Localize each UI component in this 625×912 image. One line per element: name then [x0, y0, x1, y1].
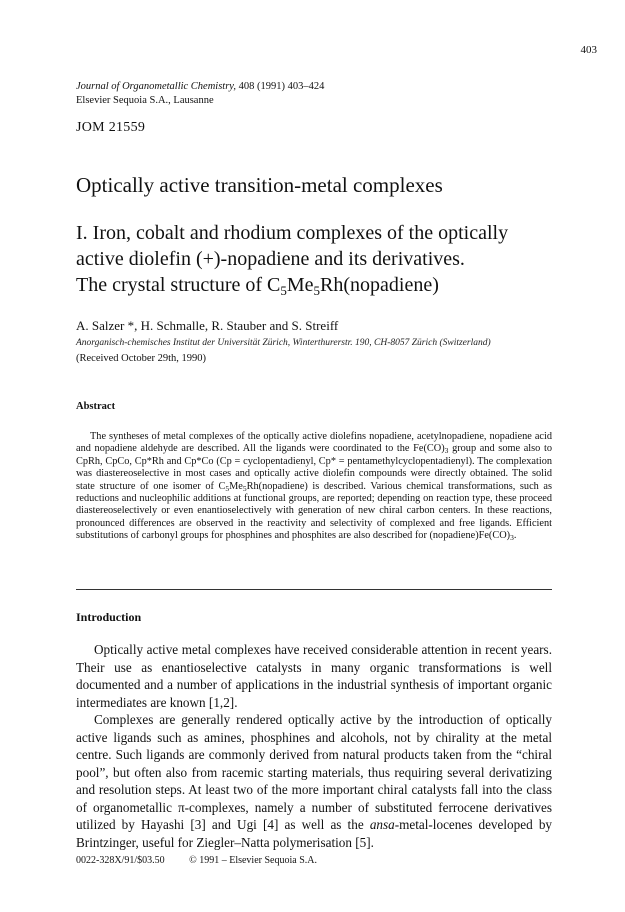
subtitle-line-1: I. Iron, cobalt and rhodium complexes of the optically — [76, 222, 509, 244]
abstract-body — [76, 431, 552, 543]
introduction-body — [76, 641, 552, 851]
page-number: 403 — [580, 44, 597, 56]
paper-title: Optically active transition-metal complexes — [76, 173, 443, 197]
jom-code: JOM 21559 — [76, 120, 146, 135]
author-list: A. Salzer *, H. Schmalle, R. Stauber and S. Streiff — [76, 318, 339, 333]
intro-paragraph-1: Optically active metal complexes have received considerable attention in recent years. Their use as enantioselective catalysts in many organic transformations is well documented and a number of applications in the industrial synthesis of important organic intermediates are known [1,2]. — [76, 642, 552, 710]
footer-copyright: © 1991 – Elsevier Sequoia S.A. — [189, 855, 317, 866]
journal-citation: Journal of Organometallic Chemistry, 408 (1991) 403–424 — [76, 81, 325, 92]
journal-publisher: Elsevier Sequoia S.A., Lausanne — [76, 95, 214, 106]
journal-name: Journal of Organometallic Chemistry, — [76, 81, 237, 92]
page-footer — [76, 855, 339, 866]
footer-code: 0022-328X/91/$03.50 — [76, 855, 165, 866]
journal-info — [76, 80, 324, 108]
abstract-heading: Abstract — [76, 401, 116, 412]
intro-paragraph-2: Complexes are generally rendered optically active by the introduction of optically active ligands such as amines, phosphines and alcohols, not by chirality at the metal centre. Such ligands are commonly derived from natural products taken from the “chiral pool”, but often also from racemic starting materials, thus requiring several derivatizing and resolution steps. At least two of the more important chiral catalysts fall into the class of organometallic π-complexes, namely a number of substituted ferrocene derivatives utilized by Hayashi [3] and Ugi [4] as well as the ansa-metal-locenes developed by Brintzinger, useful for Ziegler–Natta polymerisation [5]. — [76, 712, 553, 850]
subtitle-line-3: The crystal structure of $C_5Me_5Rh(nopadiene)$ — [76, 274, 439, 298]
introduction-heading: Introduction — [76, 610, 142, 624]
received-date: (Received October 29th, 1990) — [76, 353, 207, 364]
subtitle-line-2: active diolefin (+)-nopadiene and its derivatives. — [76, 248, 465, 270]
paper-subtitle — [76, 220, 596, 298]
abstract-paragraph: The syntheses of metal complexes of the optically active diolefins nopadiene, acetylnopadiene, nopadiene acid and nopadiene aldehyde are described. All the ligands were coordinated to the $Fe(CO)_3$ group and some also to CpRh, CpCo, Cp*Rh and Cp*Co (Cp = cyclopentadienyl, Cp* = pentamethylcyclopentadienyl). The complexation was diastereoselective in most cases and optically active diolefin compounds were directly obtained. The solid state structure of one isomer of $C_5Me_5Rh(nopadiene)$ is described. Various chemical transformations, such as reductions and nucleophilic additions at functional groups, are reported; depending on reaction type, these proceed diastereoselectively or even enantioselectively with generation of new chiral carbon centers. In these reactions, pronounced differences are observed in the reactivity and selectivity of complexed and free ligands. Efficient substitutions of carbonyl groups for phosphines and phosphites are also described for $(nopadiene)Fe(CO)_3$. — [76, 431, 552, 543]
affiliation: Anorganisch-chemisches Institut der Universität Zürich, Winterthurerstr. 190, CH-8057 Zürich (Switzerland) — [76, 338, 491, 348]
section-divider — [76, 589, 552, 590]
